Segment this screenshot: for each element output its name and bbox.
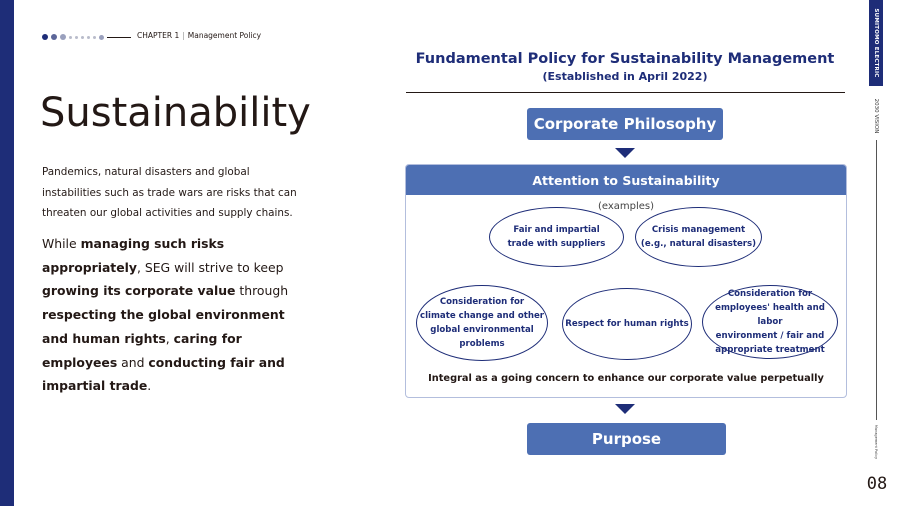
attention-panel	[405, 164, 847, 398]
progress-dot	[99, 35, 104, 40]
statement-segment: and	[117, 354, 149, 370]
brand-label: SUMITOMO ELECTRIC	[873, 8, 879, 78]
side-divider-line	[876, 140, 877, 420]
statement-segment: conducting fair and impartial trade	[42, 354, 285, 394]
policy-statement	[42, 232, 307, 398]
progress-dot	[93, 36, 96, 39]
example-item-text	[565, 317, 688, 331]
chapter-progress-dots	[42, 32, 104, 42]
statement-segment: growing its corporate value	[42, 283, 236, 299]
example-item-text	[508, 223, 606, 251]
example-item	[562, 288, 692, 360]
side-section-label: Management Policy	[874, 424, 878, 460]
example-item-line: problems	[459, 339, 505, 349]
statement-segment: , SEG will strive to keep	[136, 259, 284, 275]
example-item-text	[703, 287, 837, 357]
page-title: Sustainability	[40, 90, 311, 136]
example-item	[702, 285, 838, 359]
section-label: Management Policy	[187, 31, 262, 40]
statement-segment: ,	[165, 330, 174, 346]
progress-dot	[87, 36, 90, 39]
example-item	[416, 285, 548, 361]
statement-segment: respecting the global environment and human rights	[42, 307, 285, 346]
chapter-breadcrumb: CHAPTER 1 | Management Policy	[137, 31, 262, 40]
page-number: 08	[866, 474, 888, 494]
vision-label: 2030 VISION	[873, 98, 879, 134]
diagram-title: Fundamental Policy for Sustainability Management	[415, 51, 835, 67]
example-item-line: employees' health and labor	[715, 303, 825, 327]
integral-statement: Integral as a going concern to enhance our corporate value perpetually	[428, 373, 824, 384]
example-item-text	[420, 295, 544, 351]
example-item-line: environment / fair and	[715, 331, 825, 341]
panel-header: Attention to Sustainability	[406, 165, 846, 195]
example-item-line: trade with suppliers	[507, 239, 606, 249]
statement-segment: caring for employees	[42, 330, 242, 370]
example-item-line: Fair and impartial	[513, 225, 600, 235]
example-item	[489, 207, 624, 267]
example-item-line: climate change and other	[419, 311, 545, 321]
example-item-line: Crisis management	[651, 225, 746, 235]
example-item	[635, 207, 762, 267]
examples-label: (examples)	[597, 201, 655, 212]
statement-segment: through	[235, 283, 289, 299]
example-item-line: (e.g., natural disasters)	[640, 239, 757, 249]
left-accent-bar	[0, 0, 14, 506]
statement-segment: While	[42, 236, 81, 251]
intro-paragraph: Pandemics, natural disasters and global instabilities such as trade wars are risks that can threaten our global activities and supply chains.	[42, 166, 297, 219]
example-item-line: Consideration for	[439, 297, 525, 307]
example-item-line: Consideration for	[727, 289, 813, 299]
progress-dot	[69, 36, 72, 39]
diagram-title-rule	[406, 92, 845, 93]
progress-dot	[42, 34, 48, 40]
corporate-philosophy-box: Corporate Philosophy	[527, 108, 723, 140]
progress-dot	[75, 36, 78, 39]
purpose-box: Purpose	[527, 423, 726, 455]
down-arrow-icon	[615, 404, 635, 414]
progress-dot	[81, 36, 84, 39]
statement-segment: .	[147, 378, 152, 394]
down-arrow-icon	[615, 148, 635, 158]
example-item-line: appropriate treatment	[715, 345, 825, 355]
example-item-line: global environmental	[430, 325, 534, 335]
progress-dot	[51, 34, 57, 40]
example-item-line: Respect for human rights	[565, 319, 689, 329]
diagram-subtitle: (Established in April 2022)	[542, 70, 708, 83]
example-item-text	[641, 223, 756, 251]
chapter-label: CHAPTER 1	[137, 31, 180, 40]
progress-dot	[60, 34, 66, 40]
chapter-rule	[107, 37, 131, 38]
statement-segment: managing such risks appropriately	[42, 236, 225, 275]
